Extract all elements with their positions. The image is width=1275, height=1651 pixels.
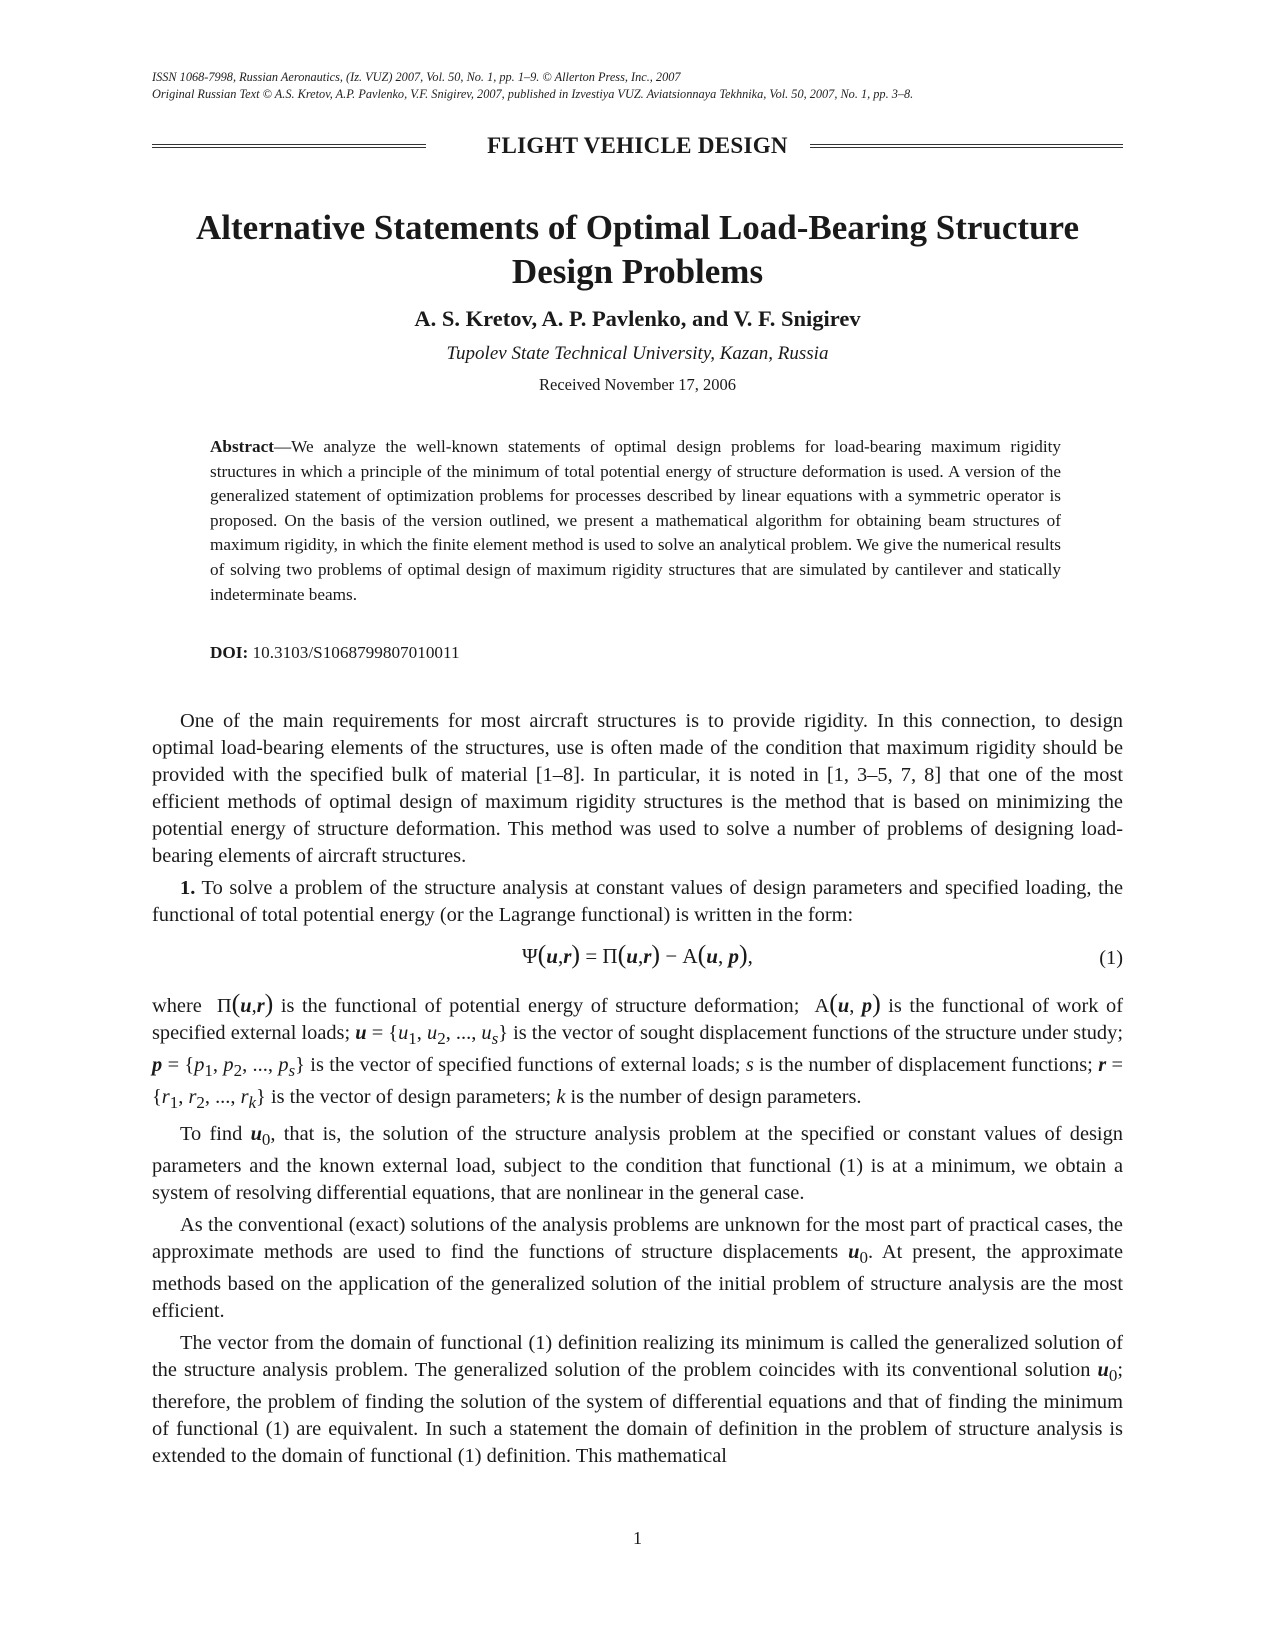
paragraph-5: As the conventional (exact) solutions of the analysis problems are unknown for the most part of practical cases, the approximate methods are used to find the functions of structure displacements $u_0$. At present, the approximate methods based on the application of the generalized solution of the initial problem of structure analysis are the most efficient. [152, 1214, 1123, 1323]
p3-t3: is the vector of sought displacement functions of the structure under study; [508, 1022, 1123, 1044]
p3-where: where [152, 995, 210, 1017]
header-line-1: ISSN 1068-7998, Russian Aeronautics, (Iz. VUZ) 2007, Vol. 50, No. 1, pp. 1–9. © Allerton Press, Inc., 2007 [152, 70, 681, 84]
abstract-text: —We analyze the well-known statements of optimal design problems for load-bearing maximum rigidity structures in which a principle of the minimum of total potential energy of structure deformation is used. A version of the generalized statement of optimization problems for processes described by linear equations with a symmetric operator is proposed. On the basis of the version outlined, we present a mathematical algorithm for obtaining beam structures of maximum rigidity, in which the finite element method is used to solve an analytical problem. We give the numerical results of solving two problems of optimal design of maximum rigidity structures that are simulated by cantilever and statically indeterminate beams. [210, 437, 1061, 604]
p3-t7: is the number of design parameters. [565, 1086, 862, 1109]
doi [210, 643, 460, 663]
paragraph-6: The vector from the domain of functional (1) definition realizing its minimum is called the generalized solution of the structure analysis problem. The generalized solution of the problem coincides with its conventional solution $u_0$; therefore, the problem of finding the solution of the system of differential equations and that of finding the minimum of functional (1) are equivalent. In such a statement the domain of definition in the problem of structure analysis is extended to the domain of functional (1) definition. This mathematical [152, 1332, 1123, 1468]
section-heading [152, 133, 1123, 165]
p3-k: k [556, 1086, 566, 1109]
p6-b: ; therefore, the problem of finding the solution of the system of differential equations and that of finding the minimum of functional (1) are equivalent. In such a statement the domain of definition in the problem of structure analysis is extended to the domain of functional (1) definition. This mathematical [152, 1359, 1123, 1468]
p5-a: As the conventional (exact) solutions of the analysis problems are unknown for the most part of practical cases, the approximate methods are used to find the functions of structure displacements [152, 1214, 1123, 1264]
title-line-2: Design Problems [511, 252, 764, 291]
p5-b: . At present, the approximate methods based on the application of the generalized solution of the initial problem of structure analysis are the most efficient. [152, 1241, 1123, 1323]
doi-label: DOI: [210, 643, 249, 662]
p4-a: To find [180, 1123, 251, 1146]
section-rule-right [810, 144, 1123, 148]
p4-b: , that is, the solution of the structure analysis problem at the specified or constant values of design parameters and the known external load, subject to the condition that functional (1) is at a minimum, we obtain a system of resolving differential equations, that are nonlinear in the general case. [152, 1123, 1123, 1205]
paragraph-3: where Π(u,r) is the functional of potential energy of structure deformation; A(u, p) is the functional of work of specified external loads; $u = \{u_1$, $u_2$, ..., $u_s$} is the vector of sought displacement functions of the structure under study; $p = \{p_1$, $p_2$, ..., $p_s$} is the vector of specified functions of external loads; s is the number of displacement functions; $r = \{r_1$, $r_2$, ..., $r_k$} is the vector of design parameters; k is the number of design parameters. [152, 989, 1124, 1113]
equation-formula: Ψ(u,r) = Π(u,r) − A(u, p), [522, 940, 753, 969]
paragraph-2 [152, 875, 1123, 929]
section-title: FLIGHT VEHICLE DESIGN [487, 133, 788, 158]
title-line-1: Alternative Statements of Optimal Load-Bearing Structure [196, 208, 1079, 247]
received-date: Received November 17, 2006 [538, 375, 737, 394]
page-number: 1 [633, 1528, 642, 1548]
section-number: 1. [180, 877, 196, 899]
header-line-2: Original Russian Text © A.S. Kretov, A.P. Pavlenko, V.F. Snigirev, 2007, published in Izvestiya VUZ. Aviatsionnaya Tekhnika, Vol. 50, 2007, No. 1, pp. 3–8. [152, 87, 914, 101]
abstract [210, 435, 1061, 607]
p3-t5: is the number of displacement functions; [753, 1054, 1099, 1077]
journal-header [152, 69, 1142, 103]
p3-s: s [745, 1054, 754, 1077]
p3-t2: is the functional of work of specified external loads; [152, 995, 1123, 1044]
affiliation: Tupolev State Technical University, Kazan, Russia [446, 343, 829, 364]
paragraph-2-text: To solve a problem of the structure analysis at constant values of design parameters and specified loading, the functional of total potential energy (or the Lagrange functional) is written in the form: [152, 877, 1123, 926]
equation-number: (1) [1099, 947, 1123, 969]
p6-a: The vector from the domain of functional (1) definition realizing its minimum is called the generalized solution of the structure analysis problem. The generalized solution of the problem coincides with its conventional solution [152, 1332, 1123, 1382]
abstract-label: Abstract [210, 437, 274, 456]
equation-1 [152, 935, 1123, 989]
paragraph-1: One of the main requirements for most aircraft structures is to provide rigidity. In this connection, to design optimal load-bearing elements of the structures, use is often made of the condition that maximum rigidity should be provided with the specified bulk of material [1–8]. In particular, it is noted in [1, 3–5, 7, 8] that one of the most efficient methods of optimal design of maximum rigidity structures is the method that is based on minimizing the potential energy of structure deformation. This method was used to solve a number of problems of designing load-bearing elements of aircraft structures. [152, 710, 1123, 867]
paragraph-4: To find $u_0$, that is, the solution of the structure analysis problem at the specified or constant values of design parameters and the known external load, subject to the condition that functional (1) is at a minimum, we obtain a system of resolving differential equations, that are nonlinear in the general case. [152, 1123, 1123, 1205]
paper-title [140, 206, 1135, 294]
body-text [152, 708, 1123, 1475]
p3-t6: is the vector of design parameters; [265, 1086, 557, 1109]
p3-t1: is the functional of potential energy of structure deformation; [273, 995, 807, 1017]
doi-value: 10.3103/S1068799807010011 [252, 643, 460, 662]
p3-t4: is the vector of specified functions of external loads; [304, 1054, 746, 1077]
authors: A. S. Kretov, A. P. Pavlenko, and V. F. Snigirev [414, 306, 861, 331]
